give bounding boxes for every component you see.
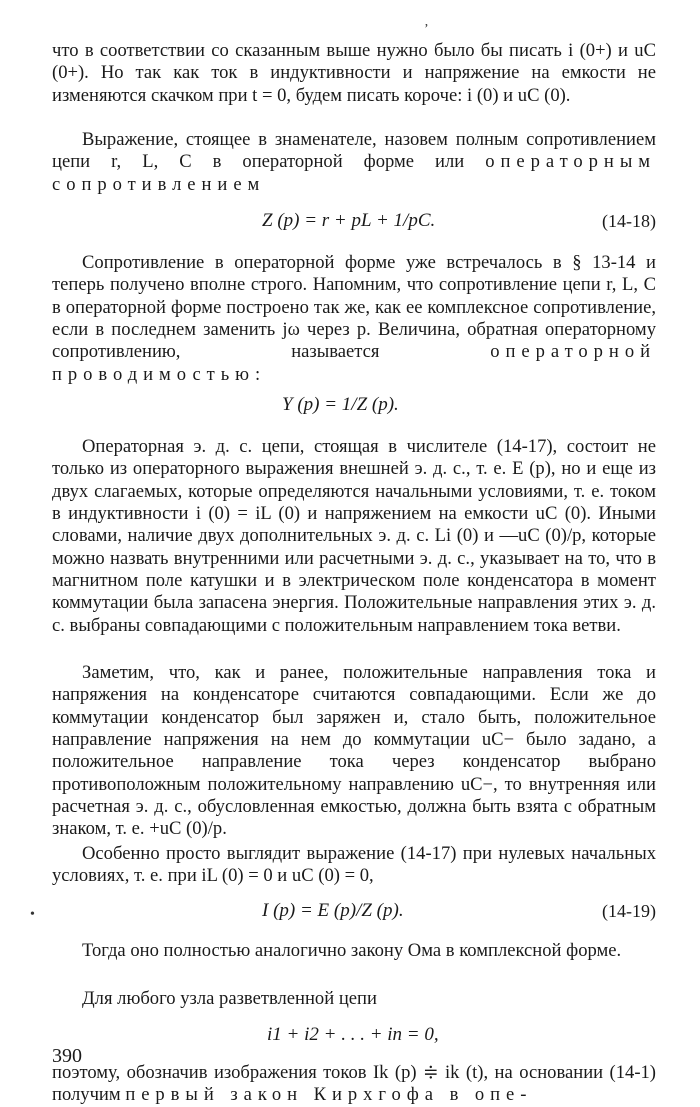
paragraph-2 <box>52 129 656 196</box>
equation-14-18-number: (14-18) <box>602 211 656 231</box>
paragraph-6: Особенно просто выглядит выражение (14-17) при нулевых начальных условиях, т. е. при iL (0) = 0 и uC (0) = 0, <box>52 843 656 887</box>
paragraph-9-text: поэтому, обозначив изображения токов Ik (p) ≑ ik (t), на основании (14-1) получим <box>52 1062 656 1106</box>
paragraph-1: что в соответствии со сказанным выше нужно было бы писать i (0+) и uC (0+). Но так как ток в индуктивности и напряжение на емкости не изменяются скачком при t = 0, будем писать короче: i (0) и uC (0). <box>52 40 656 106</box>
equation-14-19-formula: I (p) = E (p)/Z (p). <box>262 900 404 921</box>
paragraph-7: Тогда оно полностью аналогично закону Ома в комплексной форме. <box>82 940 622 961</box>
page-number: 390 <box>52 1045 82 1067</box>
paragraph-9 <box>52 1062 656 1107</box>
equation-admittance <box>52 394 656 416</box>
equation-14-18 <box>52 210 656 232</box>
equation-node-currents <box>52 1024 656 1046</box>
term-kirchhoff-law: первый закон Кирхгофа в опе- <box>125 1084 533 1106</box>
equation-14-19-number: (14-19) <box>602 901 656 921</box>
equation-node-currents-formula: i1 + i2 + . . . + in = 0, <box>267 1024 439 1045</box>
margin-bullet-mark: • <box>30 907 35 922</box>
paragraph-4: Операторная э. д. с. цепи, стоящая в числителе (14-17), состоит не только из операторного выражения внешней э. д. с., т. е. E (p), но и еще из двух слагаемых, которые определяются начальными условиями, т. е. током в индуктивности i (0) = iL (0) и напряжением на емкости uC (0). Иными словами, наличие двух дополнительных э. д. с. Li (0) и —uC (0)/p, которые можно назвать внутренними или расчетными э. д. с., указывает на то, что в магнитном поле катушки и в электрическом поле конденсатора в момент коммутации была запасена энергия. Положительные направления этих э. д. с. выбраны совпадающими с положительным направлением тока ветви. <box>52 436 656 636</box>
paragraph-2-text: Выражение, стоящее в знаменателе, назовем полным сопротивлением цепи r, L, C в операторной форме или <box>52 129 656 173</box>
paragraph-3 <box>52 252 656 386</box>
paragraph-3-text: Сопротивление в операторной форме уже встречалось в § 13-14 и теперь получено вполне строго. Напомним, что сопротивление цепи r, L, C в операторной форме построено так же, как ее комплексное сопротивление, если в последнем заменить jω через p. Величина, обратная операторному сопротивлению, называется <box>52 252 656 363</box>
equation-14-18-formula: Z (p) = r + pL + 1/pC. <box>262 210 436 231</box>
page-body <box>52 40 656 1107</box>
term-operator-impedance: операторным сопротивлением <box>52 151 656 195</box>
term-operator-admittance: операторной проводимостью: <box>52 341 656 385</box>
paragraph-5: Заметим, что, как и ранее, положительные направления тока и напряжения на конденсаторе считаются совпадающими. Если же до коммутации конденсатор был заряжен и, стало быть, положительное направление напряжения на нем до коммутации uC− было задано, а положительное направление тока через конденсатор выбрано противоположным положительному направлению uC−, то внутренняя или расчетная э. д. с., обусловленная емкостью, должна быть взята с обратным знаком, т. е. +uC (0)/p. <box>52 662 656 840</box>
equation-admittance-formula: Y (p) = 1/Z (p). <box>282 394 399 415</box>
scan-tick-mark: ʼ <box>424 22 429 37</box>
paragraph-8: Для любого узла разветвленной цепи <box>82 988 377 1009</box>
equation-14-19 <box>52 900 656 922</box>
